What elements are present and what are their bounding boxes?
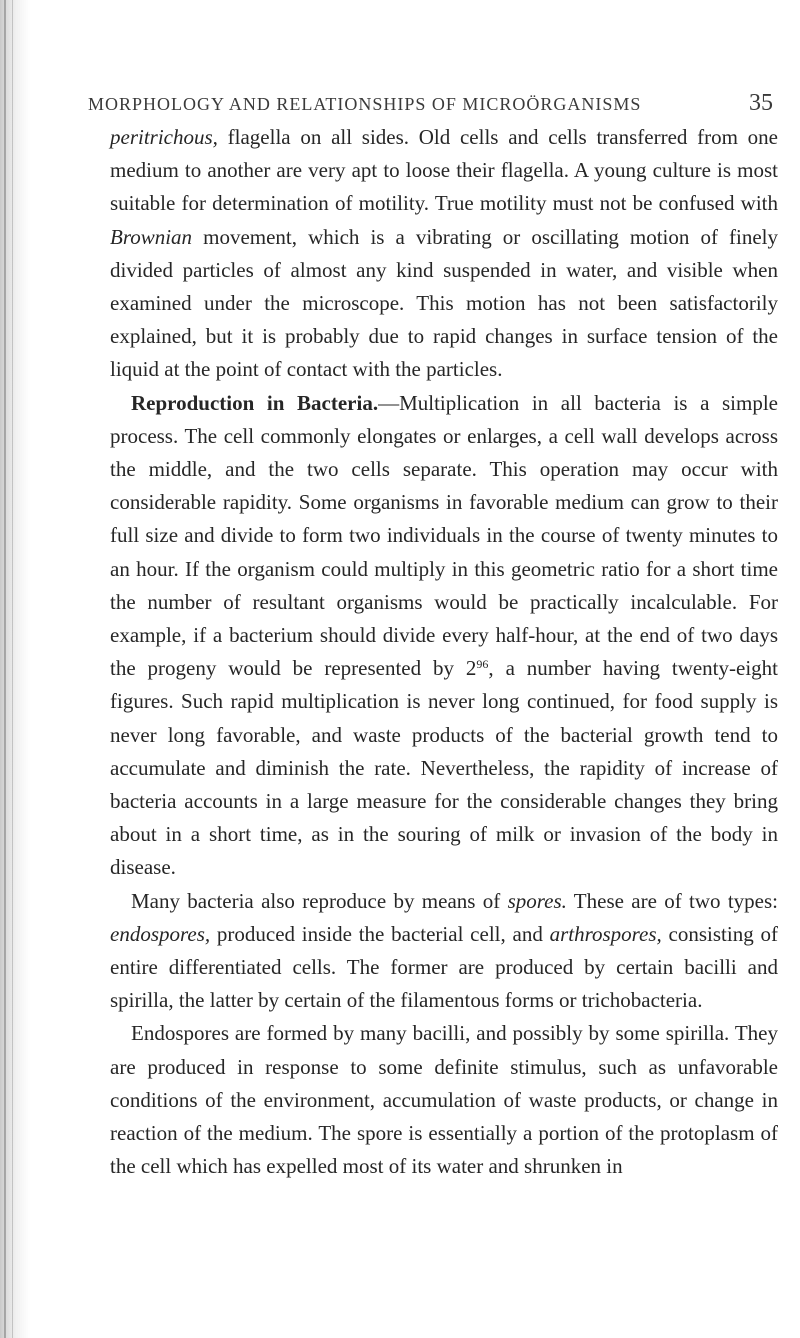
binding-edge-line <box>4 0 6 1338</box>
paragraph-text: Many bacteria also reproduce by means of <box>131 888 508 913</box>
paragraph-text: —Multiplication in all bacteria is a simple process. The cell commonly elongates or enlarges, a cell wall develops across the middle, and the two cells separate. This operation may occur with considerable rapidity. Some organisms in favorable medium can grow to their full size and divide to form two individuals in the course of twenty minutes to an hour. If the organism could multiply in this geometric ratio for a short time the number of resultant organisms would be practically incalculable. For example, if a bacterium should divide every half-hour, at the end of two days the progeny would be represented by 2 <box>110 390 778 681</box>
paragraph-text: Endospores are formed by many bacilli, and possibly by some spirilla. They are produced in response to some definite stimulus, such as unfavorable conditions of the environment, accumulation of waste products, or change in reaction of the medium. The spore is essentially a portion of the protoplasm of the cell which has expelled most of its water and shrunken in <box>110 1021 778 1179</box>
paragraph-text: flagella on all sides. Old cells and cells transferred from one medium to another are very apt to loose their flagella. A young culture is most suitable for determination of motility. True motility must not be confused with <box>110 125 778 216</box>
term-arthrospores: arthrospores, <box>549 921 662 946</box>
term-brownian: Brownian <box>110 224 193 249</box>
paragraph-text: produced inside the bacterial cell, and <box>210 921 550 946</box>
paragraph-spores <box>110 885 778 1018</box>
body-text <box>110 121 778 1184</box>
running-head <box>88 90 778 117</box>
section-heading-reproduction: Reproduction in Bacteria. <box>131 390 379 415</box>
term-peritrichous: peritrichous, <box>110 125 218 149</box>
exponent: 96 <box>476 657 489 672</box>
binding-edge-line <box>12 0 13 1338</box>
book-binding-shadow <box>0 0 30 1338</box>
paragraph-text: movement, which is a vibrating or oscillating motion of finely divided particles of almost any kind suspended in water, and visible when examined under the microscope. This motion has not been satisfactorily explained, but it is probably due to rapid changes in surface tension of the liquid at the point of contact with the particles. <box>110 224 778 382</box>
paragraph-text: consisting of entire differentiated cells. The former are produced by certain bacilli and spirilla, the latter by certain of the filamentous forms or trichobacteria. <box>110 921 778 1013</box>
paragraph-reproduction <box>110 387 778 885</box>
running-title: MORPHOLOGY AND RELATIONSHIPS OF MICROÖRGANISMS <box>88 94 642 114</box>
book-page <box>88 0 778 1338</box>
paragraph-endospores <box>110 1017 778 1183</box>
paragraph-text: , a number having twenty-eight figures. Such rapid multiplication is never long continued, for food supply is never long favorable, and waste products of the bacterial growth tend to accumulate and diminish the rate. Nevertheless, the rapidity of increase of bacteria accounts in a large measure for the considerable changes they bring about in a short time, as in the souring of milk or invasion of the body in disease. <box>110 656 778 880</box>
page-number: 35 <box>749 90 773 116</box>
term-endospores: endospores, <box>110 921 211 946</box>
term-spores: spores. <box>507 888 567 913</box>
paragraph-motility <box>110 121 778 387</box>
paragraph-text: These are of two types: <box>566 888 778 913</box>
